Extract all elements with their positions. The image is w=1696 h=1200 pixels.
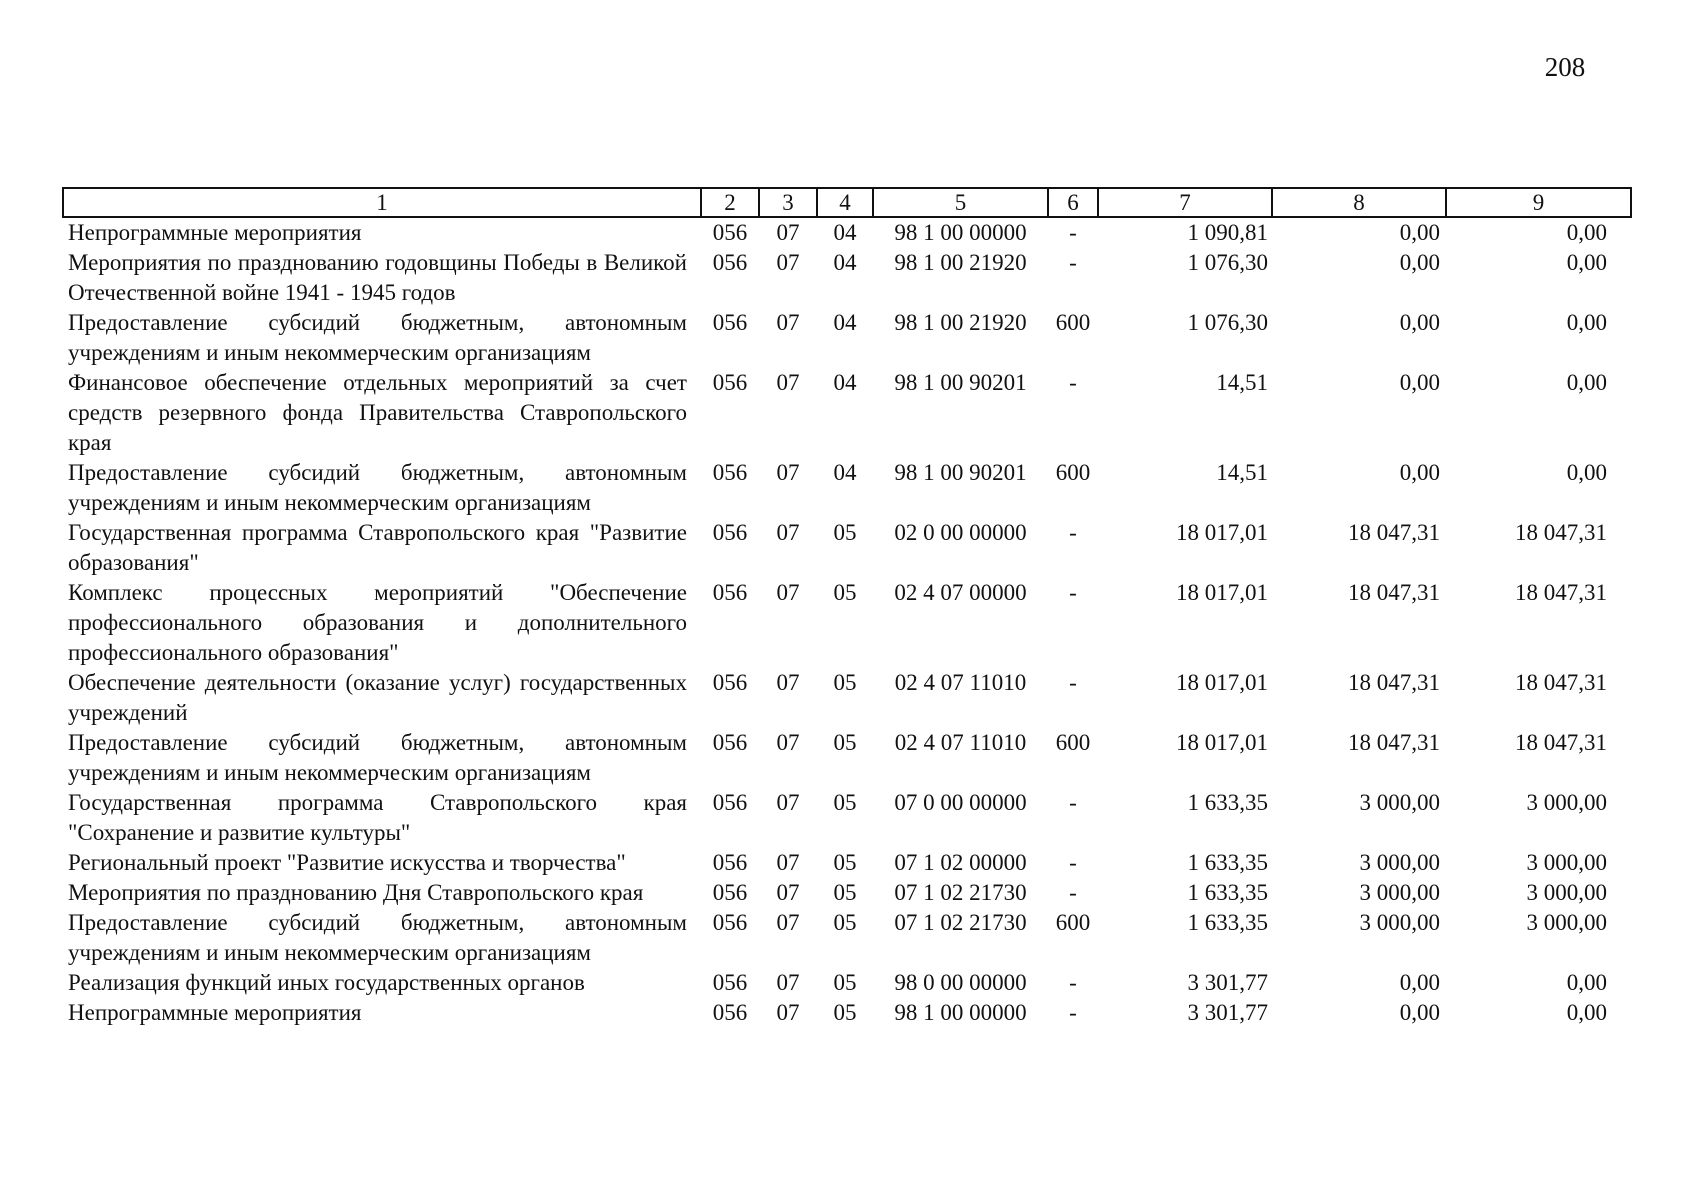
cell-ministry-code: 056 bbox=[712, 220, 748, 245]
cell-amount-year-1: 18 017,01 bbox=[1176, 730, 1268, 755]
cell-target-article: 98 1 00 21920 bbox=[894, 250, 1027, 275]
row-description: Финансовое обеспечение отдельных мероприятий за счет средств резервного фонда Правительства Ставропольского края bbox=[68, 370, 687, 455]
cell-expense-type: - bbox=[1069, 580, 1077, 605]
cell-section: 07 bbox=[776, 520, 800, 545]
cell-amount-year-1: 14,51 bbox=[1216, 370, 1268, 395]
cell-amount-year-3: 3 000,00 bbox=[1526, 910, 1607, 935]
cell-expense-type: - bbox=[1069, 850, 1077, 875]
cell-amount-year-1: 18 017,01 bbox=[1176, 670, 1268, 695]
cell-expense-type: - bbox=[1069, 670, 1077, 695]
cell-section: 07 bbox=[776, 250, 800, 275]
cell-section: 07 bbox=[776, 580, 800, 605]
cell-amount-year-2: 18 047,31 bbox=[1348, 670, 1440, 695]
cell-amount-year-2: 3 000,00 bbox=[1359, 910, 1440, 935]
cell-ministry-code: 056 bbox=[712, 370, 748, 395]
cell-expense-type: - bbox=[1069, 880, 1077, 905]
row-description: Региональный проект "Развитие искусства и творчества" bbox=[68, 850, 626, 875]
column-header: 7 bbox=[1098, 188, 1272, 217]
cell-subsection: 04 bbox=[833, 370, 857, 395]
column-header: 3 bbox=[759, 188, 817, 217]
cell-amount-year-3: 0,00 bbox=[1566, 460, 1607, 485]
cell-subsection: 05 bbox=[833, 670, 857, 695]
cell-section: 07 bbox=[776, 880, 800, 905]
cell-ministry-code: 056 bbox=[712, 970, 748, 995]
cell-amount-year-2: 3 000,00 bbox=[1359, 850, 1440, 875]
cell-amount-year-3: 0,00 bbox=[1566, 310, 1607, 335]
cell-subsection: 05 bbox=[833, 970, 857, 995]
page-number: 208 bbox=[1544, 52, 1586, 82]
cell-ministry-code: 056 bbox=[712, 1000, 748, 1025]
cell-ministry-code: 056 bbox=[712, 460, 748, 485]
cell-amount-year-2: 3 000,00 bbox=[1359, 880, 1440, 905]
cell-amount-year-2: 0,00 bbox=[1399, 250, 1440, 275]
table-row bbox=[63, 848, 1631, 878]
column-header: 4 bbox=[817, 188, 873, 217]
cell-target-article: 98 1 00 90201 bbox=[894, 370, 1027, 395]
cell-amount-year-1: 1 633,35 bbox=[1187, 910, 1268, 935]
cell-amount-year-1: 18 017,01 bbox=[1176, 580, 1268, 605]
cell-subsection: 05 bbox=[833, 850, 857, 875]
table-row bbox=[63, 878, 1631, 908]
row-description: Государственная программа Ставропольского края "Развитие образования" bbox=[68, 520, 687, 575]
cell-amount-year-3: 0,00 bbox=[1566, 250, 1607, 275]
column-header: 9 bbox=[1446, 188, 1631, 217]
cell-amount-year-1: 14,51 bbox=[1216, 460, 1268, 485]
cell-section: 07 bbox=[776, 310, 800, 335]
cell-expense-type: - bbox=[1069, 1000, 1077, 1025]
cell-amount-year-3: 0,00 bbox=[1566, 220, 1607, 245]
table-row bbox=[63, 788, 1631, 848]
cell-section: 07 bbox=[776, 1000, 800, 1025]
cell-section: 07 bbox=[776, 790, 800, 815]
cell-amount-year-2: 3 000,00 bbox=[1359, 790, 1440, 815]
cell-ministry-code: 056 bbox=[712, 310, 748, 335]
row-description: Реализация функций иных государственных органов bbox=[68, 970, 585, 995]
row-description: Предоставление субсидий бюджетным, автономным учреждениям и иным некоммерческим организациям bbox=[68, 730, 687, 785]
row-description: Мероприятия по празднованию годовщины Победы в Великой Отечественной войне 1941 - 1945 годов bbox=[68, 250, 687, 305]
row-description: Обеспечение деятельности (оказание услуг) государственных учреждений bbox=[68, 670, 687, 725]
cell-section: 07 bbox=[776, 220, 800, 245]
cell-amount-year-2: 18 047,31 bbox=[1348, 730, 1440, 755]
cell-expense-type: 600 bbox=[1055, 460, 1091, 485]
table-row bbox=[63, 308, 1631, 368]
table-row bbox=[63, 217, 1631, 248]
cell-ministry-code: 056 bbox=[712, 850, 748, 875]
row-description: Мероприятия по празднованию Дня Ставропольского края bbox=[68, 880, 644, 905]
cell-amount-year-1: 1 633,35 bbox=[1187, 880, 1268, 905]
cell-amount-year-2: 0,00 bbox=[1399, 970, 1440, 995]
cell-ministry-code: 056 bbox=[712, 250, 748, 275]
cell-amount-year-3: 0,00 bbox=[1566, 970, 1607, 995]
cell-amount-year-3: 18 047,31 bbox=[1515, 670, 1607, 695]
cell-amount-year-3: 0,00 bbox=[1566, 1000, 1607, 1025]
cell-target-article: 02 4 07 11010 bbox=[894, 670, 1027, 695]
cell-section: 07 bbox=[776, 460, 800, 485]
cell-expense-type: 600 bbox=[1055, 730, 1091, 755]
cell-expense-type: - bbox=[1069, 370, 1077, 395]
cell-amount-year-3: 3 000,00 bbox=[1526, 880, 1607, 905]
table-row bbox=[63, 668, 1631, 728]
column-header: 1 bbox=[63, 188, 701, 217]
table-row bbox=[63, 458, 1631, 518]
cell-subsection: 05 bbox=[833, 910, 857, 935]
cell-subsection: 05 bbox=[833, 880, 857, 905]
cell-amount-year-1: 1 633,35 bbox=[1187, 850, 1268, 875]
cell-amount-year-2: 0,00 bbox=[1399, 220, 1440, 245]
cell-expense-type: - bbox=[1069, 970, 1077, 995]
row-description: Непрограммные мероприятия bbox=[68, 220, 362, 245]
cell-amount-year-3: 0,00 bbox=[1566, 370, 1607, 395]
cell-expense-type: - bbox=[1069, 220, 1077, 245]
row-description: Непрограммные мероприятия bbox=[68, 1000, 362, 1025]
cell-amount-year-2: 18 047,31 bbox=[1348, 520, 1440, 545]
cell-amount-year-1: 1 090,81 bbox=[1187, 220, 1268, 245]
row-description: Предоставление субсидий бюджетным, автономным учреждениям и иным некоммерческим организациям bbox=[68, 460, 687, 515]
cell-section: 07 bbox=[776, 970, 800, 995]
row-description: Предоставление субсидий бюджетным, автономным учреждениям и иным некоммерческим организациям bbox=[68, 910, 687, 965]
cell-amount-year-3: 3 000,00 bbox=[1526, 790, 1607, 815]
cell-target-article: 02 4 07 00000 bbox=[894, 580, 1027, 605]
table-row bbox=[63, 248, 1631, 308]
cell-amount-year-1: 3 301,77 bbox=[1187, 970, 1268, 995]
cell-expense-type: 600 bbox=[1055, 310, 1091, 335]
table-row bbox=[63, 368, 1631, 458]
cell-subsection: 05 bbox=[833, 1000, 857, 1025]
cell-target-article: 98 1 00 21920 bbox=[894, 310, 1027, 335]
cell-target-article: 07 1 02 21730 bbox=[894, 910, 1027, 935]
cell-amount-year-3: 18 047,31 bbox=[1515, 730, 1607, 755]
cell-ministry-code: 056 bbox=[712, 880, 748, 905]
cell-expense-type: - bbox=[1069, 520, 1077, 545]
cell-subsection: 05 bbox=[833, 790, 857, 815]
cell-ministry-code: 056 bbox=[712, 580, 748, 605]
column-header: 5 bbox=[873, 188, 1048, 217]
cell-amount-year-3: 3 000,00 bbox=[1526, 850, 1607, 875]
cell-amount-year-2: 0,00 bbox=[1399, 1000, 1440, 1025]
table-body bbox=[63, 217, 1631, 1028]
cell-target-article: 98 1 00 90201 bbox=[894, 460, 1027, 485]
cell-subsection: 05 bbox=[833, 520, 857, 545]
cell-amount-year-2: 0,00 bbox=[1399, 370, 1440, 395]
cell-target-article: 07 1 02 00000 bbox=[894, 850, 1027, 875]
cell-amount-year-1: 1 076,30 bbox=[1187, 310, 1268, 335]
cell-ministry-code: 056 bbox=[712, 670, 748, 695]
cell-amount-year-2: 0,00 bbox=[1399, 310, 1440, 335]
cell-section: 07 bbox=[776, 730, 800, 755]
cell-target-article: 07 0 00 00000 bbox=[894, 790, 1027, 815]
cell-amount-year-2: 18 047,31 bbox=[1348, 580, 1440, 605]
table-row bbox=[63, 728, 1631, 788]
column-header: 6 bbox=[1048, 188, 1098, 217]
cell-amount-year-1: 18 017,01 bbox=[1176, 520, 1268, 545]
cell-amount-year-2: 0,00 bbox=[1399, 460, 1440, 485]
cell-target-article: 02 4 07 11010 bbox=[894, 730, 1027, 755]
cell-ministry-code: 056 bbox=[712, 730, 748, 755]
cell-target-article: 07 1 02 21730 bbox=[894, 880, 1027, 905]
cell-subsection: 05 bbox=[833, 580, 857, 605]
row-description: Государственная программа Ставропольского края "Сохранение и развитие культуры" bbox=[68, 790, 687, 845]
cell-target-article: 98 1 00 00000 bbox=[894, 1000, 1027, 1025]
cell-subsection: 05 bbox=[833, 730, 857, 755]
cell-amount-year-1: 3 301,77 bbox=[1187, 1000, 1268, 1025]
row-description: Комплекс процессных мероприятий "Обеспечение профессионального образования и дополнительного профессионального образования" bbox=[68, 580, 687, 665]
cell-subsection: 04 bbox=[833, 310, 857, 335]
cell-section: 07 bbox=[776, 910, 800, 935]
cell-expense-type: - bbox=[1069, 250, 1077, 275]
table-row bbox=[63, 578, 1631, 668]
column-header: 2 bbox=[701, 188, 759, 217]
table-row bbox=[63, 518, 1631, 578]
cell-subsection: 04 bbox=[833, 460, 857, 485]
table-header-row bbox=[63, 188, 1631, 217]
cell-section: 07 bbox=[776, 850, 800, 875]
cell-amount-year-3: 18 047,31 bbox=[1515, 580, 1607, 605]
cell-subsection: 04 bbox=[833, 220, 857, 245]
row-description: Предоставление субсидий бюджетным, автономным учреждениям и иным некоммерческим организациям bbox=[68, 310, 687, 365]
cell-expense-type: - bbox=[1069, 790, 1077, 815]
column-header: 8 bbox=[1272, 188, 1446, 217]
cell-amount-year-1: 1 076,30 bbox=[1187, 250, 1268, 275]
cell-ministry-code: 056 bbox=[712, 520, 748, 545]
cell-ministry-code: 056 bbox=[712, 790, 748, 815]
cell-subsection: 04 bbox=[833, 250, 857, 275]
budget-table bbox=[62, 187, 1632, 1028]
cell-section: 07 bbox=[776, 670, 800, 695]
table-row bbox=[63, 908, 1631, 968]
table-row bbox=[63, 998, 1631, 1028]
cell-section: 07 bbox=[776, 370, 800, 395]
cell-target-article: 02 0 00 00000 bbox=[894, 520, 1027, 545]
cell-amount-year-3: 18 047,31 bbox=[1515, 520, 1607, 545]
cell-amount-year-1: 1 633,35 bbox=[1187, 790, 1268, 815]
table-row bbox=[63, 968, 1631, 998]
cell-ministry-code: 056 bbox=[712, 910, 748, 935]
cell-target-article: 98 1 00 00000 bbox=[894, 220, 1027, 245]
cell-expense-type: 600 bbox=[1055, 910, 1091, 935]
cell-target-article: 98 0 00 00000 bbox=[894, 970, 1027, 995]
